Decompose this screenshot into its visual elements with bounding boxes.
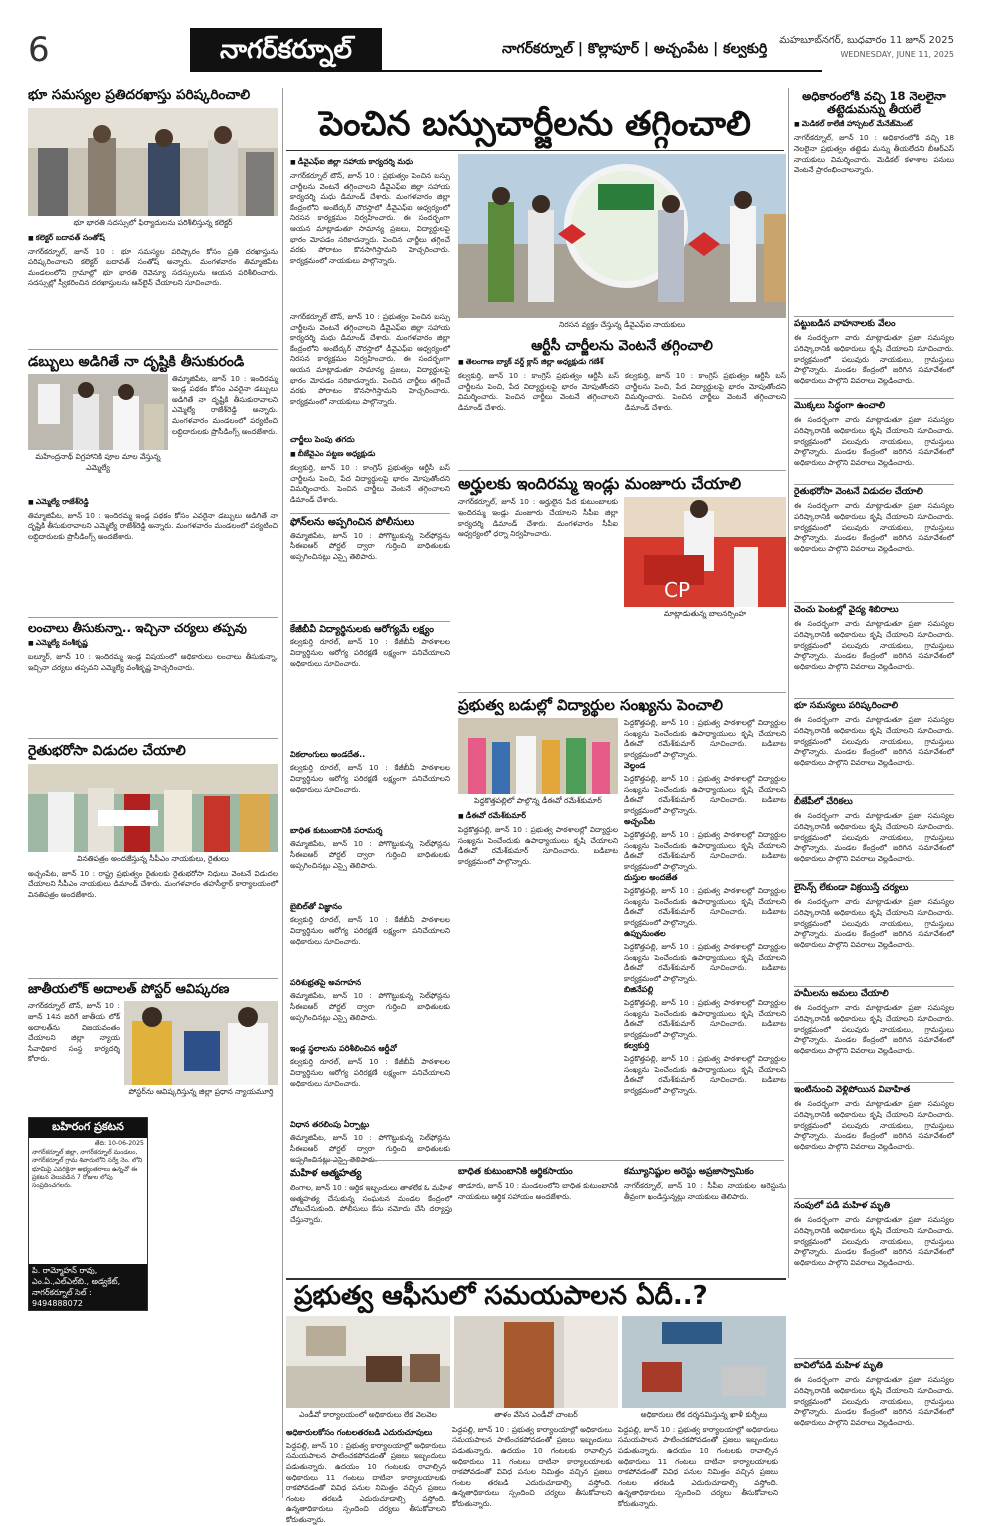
headline: హమీలను అమలు చేయాలి xyxy=(794,986,954,1001)
photo-caption: వినతిపత్రం అందజేస్తున్న సీపీఎం నాయకులు, రైతులు xyxy=(77,853,229,863)
article-body: తాడూరు, జూన్ 10 : మండలంలోని బాధిత కుటుంబానికి నాయకులు ఆర్థిక సహాయం అందజేశారు. xyxy=(458,1181,618,1201)
article-body: నాగర్‌కర్నూల్, జూన్ 10 : అర్హులైన పేద కుటుంబాలకు ఇందిరమ్మ ఇండ్లు మంజూరు చేయాలని సీపీఐ జిల్లా కార్యదర్శి డిమాండ్ చేశారు. మంగళవారం సీపీఐ ఆధ్వర్యంలో ధర్నా నిర్వహించారు. xyxy=(458,497,618,539)
byline: ■ బీజేవైఎం పట్టణ అధ్యక్షుడు xyxy=(290,449,450,460)
headline: రైతుభరోసా విడుదల చేయాలి xyxy=(28,738,278,759)
byline: ■ ఎమ్మెల్యే వంశీకృష్ణ xyxy=(28,638,278,649)
article-body: కల్వకుర్తి, జూన్ 10 : కాంగ్రెస్ ప్రభుత్వం ఆర్టీసీ బస్ చార్జీలను పెంచి, పేద విద్యార్థులపై భారం మోపుతోందని విమర్శించారు. పెంచిన చార్జీలు వెంటనే తగ్గించాలని డిమాండ్ చేశారు. xyxy=(625,371,786,412)
article-body: లింగాల, జూన్ 10 : ఆర్థిక ఇబ్బందులు తాళలేక ఓ మహిళ ఆత్మహత్య చేసుకున్న సంఘటన మండల కేంద్రంలో చోటుచేసుకుంది. పోలీసులు కేసు నమోదు చేసి దర్యాప్తు చేస్తున్నారు. xyxy=(290,1183,452,1224)
public-notice-ad xyxy=(28,1117,148,1311)
article-body: నాగర్‌కర్నూల్, జూన్ 10 : భూ సమస్యల పరిష్కారం కోసం ప్రతి దరఖాస్తును పరిష్కరించాలని కలెక్టర్ బదావత్ సంతోష్ అన్నారు. మంగళవారం తిమ్మాజిపేట మండలంలోని గ్రామాల్లో భూ భారతి రెవెన్యూ సదస్సులను ఆయన పరిశీలించారు. సదస్సుల్లో స్వీకరించిన దరఖాస్తులను ఆన్‌లైన్ చేయాలని సూచించారు. xyxy=(28,246,278,288)
article-body: ఈ సందర్భంగా వారు మాట్లాడుతూ ప్రజా సమస్యల పరిష్కారానికి అధికారులు కృషి చేయాలని సూచించారు. కార్యక్రమంలో పలువురు నాయకులు, గ్రామస్తులు పాల్గొన్నారు. మండల కేంద్రంలో జరిగిన సమావేశంలో అధికారులు పాల్గొని వివరాలు వెల్లడించారు. xyxy=(794,1099,954,1151)
photo-caption: పోస్టర్‌ను ఆవిష్కరిస్తున్న జిల్లా ప్రధాన న్యాయమూర్తి xyxy=(128,1087,274,1097)
photo xyxy=(28,764,278,852)
subhead: ఉప్పునుంతల xyxy=(624,929,666,939)
headline: భూ సమస్యలు పరిష్కరించాలి xyxy=(794,698,954,713)
article-body: పెద్దకొత్తపల్లి, జూన్ 10 : ప్రభుత్వ పాఠశాలల్లో విద్యార్థుల సంఖ్యను పెంచేందుకు ఉపాధ్యాయులు కృషి చేయాలని డీఈవో రమేశ్‌కుమార్ సూచించారు. బడిబాట కార్యక్రమంలో పాల్గొన్నారు. xyxy=(624,830,786,872)
photo xyxy=(622,1316,786,1408)
article-body: పెద్దకొత్తపల్లి, జూన్ 10 : ప్రభుత్వ పాఠశాలల్లో విద్యార్థుల సంఖ్యను పెంచేందుకు ఉపాధ్యాయులు కృషి చేయాలని డీఈవో రమేశ్‌కుమార్ సూచించారు. బడిబాట కార్యక్రమంలో పాల్గొన్నారు. xyxy=(624,718,786,760)
article-body: పెద్దపల్లి, జూన్ 10 : ప్రభుత్వ కార్యాలయాల్లో అధికారులు సమయపాలన పాటించకపోవడంతో ప్రజలు ఇబ్బందులు పడుతున్నారు. ఉదయం 10 గంటలకు రావాల్సిన అధికారులు 11 గంటలు దాటినా కార్యాలయాలకు రాకపోవడంతో వివిధ పనుల నిమిత్తం వచ్చిన ప్రజలు గంటల తరబడి ఎదురుచూడాల్సి వస్తోంది. ఉన్నతాధికారులు స్పందించి చర్యలు తీసుకోవాలని కోరుతున్నారు. xyxy=(618,1424,778,1509)
subhead: బైబిల్‌తో విజ్ఞానం xyxy=(290,902,342,912)
headline: భూ సమస్యల ప్రతిదరఖాస్తు పరిష్కరించాలి xyxy=(28,87,251,103)
article-body: పెద్దపల్లి, జూన్ 10 : ప్రభుత్వ కార్యాలయాల్లో అధికారులు సమయపాలన పాటించకపోవడంతో ప్రజలు ఇబ్బందులు పడుతున్నారు. ఉదయం 10 గంటలకు రావాల్సిన అధికారులు 11 గంటలు దాటినా కార్యాలయాలకు రాకపోవడంతో వివిధ పనుల నిమిత్తం వచ్చిన ప్రజలు గంటల తరబడి ఎదురుచూడాల్సి వస్తోంది. ఉన్నతాధికారులు స్పందించి చర్యలు తీసుకోవాలని కోరుతున్నారు. xyxy=(452,1424,612,1509)
aid-story xyxy=(458,1164,618,1274)
byline: ■ డీఈవో రమేశ్‌కుమార్ xyxy=(458,811,618,822)
headline: ప్రభుత్వ బడుల్లో విద్యార్థుల సంఖ్యను పెంచాలి xyxy=(458,692,786,714)
subhead: విధాన తరలింపు ఏర్పాట్లు xyxy=(290,1120,370,1130)
article-body: ఈ సందర్భంగా వారు మాట్లాడుతూ ప్రజా సమస్యల పరిష్కారానికి అధికారులు కృషి చేయాలని సూచించారు. కార్యక్రమంలో పలువురు నాయకులు, గ్రామస్తులు పాల్గొన్నారు. మండల కేంద్రంలో జరిగిన సమావేశంలో అధికారులు పాల్గొని వివరాలు వెల్లడించారు. xyxy=(794,415,954,467)
lead-photo-block xyxy=(458,154,786,334)
ad-body: నాగర్‌కర్నూల్ జిల్లా, నాగర్‌కర్నూల్ మండలం, నాగర్‌కర్నూల్ గ్రామ శివారులోని సర్వే నెం. లోని భూమిపై ఎవరికైనా అభ్యంతరాలు ఉన్నచో ఈ ప్రకటన వెలువడిన 7 రోజుల లోపు సంప్రదించగలరు. xyxy=(32,1148,143,1190)
headline: మహిళ ఆత్మహత్య xyxy=(290,1168,362,1179)
article-body: కల్వకుర్తి, జూన్ 10 : కాంగ్రెస్ ప్రభుత్వం ఆర్టీసీ బస్ చార్జీలను పెంచి, పేద విద్యార్థులపై భారం మోపుతోందని విమర్శించారు. పెంచిన చార్జీలు వెంటనే తగ్గించాలని డిమాండ్ చేశారు. xyxy=(458,371,619,412)
headline: చెంచు పెంటల్లో వైద్య శిబిరాలు xyxy=(794,602,954,617)
school-story xyxy=(458,692,786,1158)
article-body: కల్వకుర్తి రూరల్, జూన్ 10 : కేజీబీవీ పాఠశాలల విద్యార్థినుల ఆరోగ్య పరిరక్షణే లక్ష్యంగా పనిచేయాలని అధికారులు సూచించారు. xyxy=(290,763,450,794)
suicide-story xyxy=(290,1164,452,1274)
column-rule xyxy=(788,88,789,1278)
article-body: ఈ సందర్భంగా వారు మాట్లాడుతూ ప్రజా సమస్యల పరిష్కారానికి అధికారులు కృషి చేయాలని సూచించారు. కార్యక్రమంలో పలువురు నాయకులు, గ్రామస్తులు పాల్గొన్నారు. మండల కేంద్రంలో జరిగిన సమావేశంలో అధికారులు పాల్గొని వివరాలు వెల్లడించారు. xyxy=(794,333,954,385)
lead-photo xyxy=(458,154,786,318)
lead-headline: పెంచిన బస్సుచార్జీలను తగ్గించాలి xyxy=(319,104,751,144)
article-body: పెద్దకొత్తపల్లి, జూన్ 10 : ప్రభుత్వ పాఠశాలల్లో విద్యార్థుల సంఖ్యను పెంచేందుకు ఉపాధ్యాయులు కృషి చేయాలని డీఈవో రమేశ్‌కుమార్ సూచించారు. బడిబాట కార్యక్రమంలో పాల్గొన్నారు. xyxy=(624,942,786,984)
headline: ఇంటినుంచి వెళ్లిపోయిన వివాహిత xyxy=(794,1082,954,1097)
article-body: తిమ్మాజిపేట, జూన్ 10 : పోగొట్టుకున్న సెల్‌ఫోన్లను సీఈఐఆర్ పోర్టల్ ద్వారా గుర్తించి బాధితులకు అప్పగించినట్లు ఎస్సై తెలిపారు. xyxy=(290,991,450,1022)
byline: ■ కలెక్టర్ బదావత్ సంతోష్ xyxy=(28,233,278,244)
arrest-story xyxy=(624,1164,786,1274)
subhead: కల్వకుర్తి xyxy=(624,1041,650,1051)
banner-headline: ప్రభుత్వ ఆఫీసులో సమయపాలన ఏదీ..? xyxy=(286,1278,786,1316)
subhead: దుస్తుల అందజేత xyxy=(624,873,678,883)
photo xyxy=(286,1316,450,1408)
article-body: కల్వకుర్తి రూరల్, జూన్ 10 : కేజీబీవీ పాఠశాలల విద్యార్థినుల ఆరోగ్య పరిరక్షణే లక్ష్యంగా పనిచేయాలని అధికారులు సూచించారు. xyxy=(290,637,450,668)
subhead: చార్జీలు పెంపు తగదు xyxy=(290,435,355,444)
article-body: కల్వకుర్తి రూరల్, జూన్ 10 : కేజీబీవీ పాఠశాలల విద్యార్థినుల ఆరోగ్య పరిరక్షణే లక్ష్యంగా పనిచేయాలని అధికారులు సూచించారు. xyxy=(290,915,450,946)
article-body: నాగర్‌కర్నూల్, జూన్ 10 : అధికారంలోకి వచ్చి 18 నెలలైనా ప్రభుత్వం తట్టెడు మన్ను తీయలేదని బీఆర్ఎస్ నాయకులు విమర్శించారు. మెడికల్ కళాశాల పనులు వెంటనే ప్రారంభించాలన్నారు. xyxy=(794,133,954,175)
photo xyxy=(124,1001,278,1085)
page-number: 6 xyxy=(28,30,50,70)
subhead: బిజినేపల్లి xyxy=(624,985,654,995)
article-body: ఈ సందర్భంగా వారు మాట్లాడుతూ ప్రజా సమస్యల పరిష్కారానికి అధికారులు కృషి చేయాలని సూచించారు. కార్యక్రమంలో పలువురు నాయకులు, గ్రామస్తులు పాల్గొన్నారు. మండల కేంద్రంలో జరిగిన సమావేశంలో అధికారులు పాల్గొని వివరాలు వెల్లడించారు. xyxy=(794,1215,954,1267)
article-body: ఈ సందర్భంగా వారు మాట్లాడుతూ ప్రజా సమస్యల పరిష్కారానికి అధికారులు కృషి చేయాలని సూచించారు. కార్యక్రమంలో పలువురు నాయకులు, గ్రామస్తులు పాల్గొన్నారు. మండల కేంద్రంలో జరిగిన సమావేశంలో అధికారులు పాల్గొని వివరాలు వెల్లడించారు. xyxy=(794,619,954,671)
svg-text:CP: CP xyxy=(664,578,691,603)
byline: ■ తెలంగాణ బ్యాక్ వర్డ్ క్లాస్ జిల్లా అధ్యక్షుడు గణేశ్ xyxy=(458,357,786,368)
article-body: ఈ సందర్భంగా వారు మాట్లాడుతూ ప్రజా సమస్యల పరిష్కారానికి అధికారులు కృషి చేయాలని సూచించారు. కార్యక్రమంలో పలువురు నాయకులు, గ్రామస్తులు పాల్గొన్నారు. మండల కేంద్రంలో జరిగిన సమావేశంలో అధికారులు పాల్గొని వివరాలు వెల్లడించారు. xyxy=(794,1375,954,1427)
headline: సంపులో పడి మహిళ మృతి xyxy=(794,1198,954,1213)
article-body: తిమ్మాజిపేట, జూన్ 10 : పోగొట్టుకున్న సెల్‌ఫోన్లను సీఈఐఆర్ పోర్టల్ ద్వారా గుర్తించి బాధితులకు అప్పగించినట్లు ఎస్సై తెలిపారు. xyxy=(290,530,450,561)
headline: పట్టుబడిన వాహనాలకు వేలం xyxy=(794,316,954,331)
headline-rule xyxy=(286,150,784,151)
housing-story xyxy=(458,470,786,690)
article-body: తిమ్మాజిపేట, జూన్ 10 : పోగొట్టుకున్న సెల్‌ఫోన్లను సీఈఐఆర్ పోర్టల్ ద్వారా గుర్తించి బాధితులకు xyxy=(290,1133,450,1154)
banner-story xyxy=(286,1278,786,1525)
article-body: ఈ సందర్భంగా వారు మాట్లాడుతూ ప్రజా సమస్యల పరిష్కారానికి అధికారులు కృషి చేయాలని సూచించారు. కార్యక్రమంలో పలువురు నాయకులు, గ్రామస్తులు పాల్గొన్నారు. మండల కేంద్రంలో జరిగిన సమావేశంలో అధికారులు పాల్గొని వివరాలు వెల్లడించారు. xyxy=(794,811,954,863)
article-body: నాగర్‌కర్నూల్ టౌన్, జూన్ 10 : ప్రభుత్వం పెంచిన బస్సు చార్జీలను వెంటనే తగ్గించాలని డీవైఎఫ్ఐ జిల్లా సహాయ కార్యదర్శి మధు డిమాండ్ చేశారు. మంగళవారం జిల్లా కేంద్రంలోని అంబేద్కర్ చౌరస్తాలో డీవైఎఫ్ఐ ఆధ్వర్యంలో నిరసన కార్యక్రమం నిర్వహించారు. ఈ సందర్భంగా ఆయన మాట్లాడుతూ సామాన్య ప్రజలు, విద్యార్థులపై భారం మోపడం సరికాదన్నారు. పెంచిన చార్జీలు తగ్గించే వరకు పోరాటం కొనసాగిస్తామని హెచ్చరించారు. కార్యక్రమంలో నాయకులు పాల్గొన్నారు. xyxy=(290,171,450,265)
headline: జాతీయలోక్ అదాలత్ పోస్టర్ ఆవిష్కరణ xyxy=(28,978,278,998)
article-body: నాగర్‌కర్నూల్, జూన్ 10 : సీపీఐ నాయకుల అరెస్టును తీవ్రంగా ఖండిస్తున్నట్లు నాయకులు తెలిపారు. xyxy=(624,1181,786,1201)
photo xyxy=(454,1316,618,1408)
headline: బీజేపీలో చేరికలు xyxy=(794,794,954,809)
ad-advocate: పి. రామ్మోహన్ రావు, ఎం.ఏ.,ఎల్‌ఎల్‌బి., అడ్వకేట్, నాగర్‌కర్నూల్ సెల్ : 9494888072 xyxy=(29,1264,147,1310)
ad-title: బహిరంగ ప్రకటన xyxy=(29,1118,147,1138)
byline: ■ ఎమ్మెల్యే రాజేశ్‌రెడ్డి xyxy=(28,497,278,508)
photo xyxy=(28,108,278,216)
headline: అర్హులకు ఇందిరమ్మ ఇండ్లు మంజూరు చేయాలి xyxy=(458,470,786,493)
headline: కేజీబీవీ విద్యార్థినులకు ఆరోగ్యమే లక్ష్యం xyxy=(290,621,450,636)
article-body: కల్వకుర్తి రూరల్, జూన్ 10 : కేజీబీవీ పాఠశాలల విద్యార్థినుల ఆరోగ్య పరిరక్షణే లక్ష్యంగా పనిచేయాలని అధికారులు సూచించారు. xyxy=(290,1057,450,1088)
subhead: వెల్దండ xyxy=(624,761,646,771)
photo xyxy=(624,497,786,607)
photo-caption: అధికారులు లేక దర్శనమిస్తున్న ఖాళీ కుర్చీలు xyxy=(640,1409,768,1419)
column-rule xyxy=(282,88,283,1498)
date-telugu: మహబూబ్‌నగర్, బుధవారం 11 జూన్ 2025 xyxy=(779,35,954,46)
article-body: పెద్దపల్లి, జూన్ 10 : ప్రభుత్వ కార్యాలయాల్లో అధికారులు సమయపాలన పాటించకపోవడంతో ప్రజలు ఇబ్బందులు పడుతున్నారు. ఉదయం 10 గంటలకు రావాల్సిన అధికారులు 11 గంటలు దాటినా కార్యాలయాలకు రాకపోవడంతో వివిధ పనుల నిమిత్తం వచ్చిన ప్రజలు గంటల తరబడి ఎదురుచూడాల్సి వస్తోంది. ఉన్నతాధికారులు స్పందించి చర్యలు తీసుకోవాలని కోరుతున్నారు. xyxy=(286,1440,446,1525)
headline: బాధిత కుటుంబానికి ఆర్థికసాయం xyxy=(458,1167,573,1177)
headline: రైతుభరోసా వెంటనే విడుదల చేయాలి xyxy=(794,484,954,499)
edition-name: నాగర్‌కర్నూల్ xyxy=(190,28,382,72)
photo-caption: భూ భారతి సదస్సులో ఫిర్యాదులను పరిశీలిస్తున్న కలెక్టర్ xyxy=(73,217,233,227)
ad-date: తేది: 10-06-2025 xyxy=(94,1140,144,1148)
article-body: కల్వకుర్తి, జూన్ 10 : కాంగ్రెస్ ప్రభుత్వం ఆర్టీసీ బస్ చార్జీలను పెంచి, పేద విద్యార్థులపై భారం మోపుతోందని విమర్శించారు. పెంచిన చార్జీలు వెంటనే తగ్గించాలని డిమాండ్ చేశారు. xyxy=(290,463,450,504)
left-column xyxy=(28,88,278,1498)
article-body: ఈ సందర్భంగా వారు మాట్లాడుతూ ప్రజా సమస్యల పరిష్కారానికి అధికారులు కృషి చేయాలని సూచించారు. కార్యక్రమంలో పలువురు నాయకులు, గ్రామస్తులు పాల్గొన్నారు. మండల కేంద్రంలో జరిగిన సమావేశంలో అధికారులు పాల్గొని వివరాలు వెల్లడించారు. xyxy=(794,501,954,553)
masthead xyxy=(28,28,954,72)
subhead: అధికారులకోసం గంటలతరబడి ఎదురుచూపులు xyxy=(286,1427,433,1437)
subhead: ఇండ్ల స్థలాలను పరిశీలించిన ఆర్డీవో xyxy=(290,1044,397,1054)
article-body: తిమ్మాజిపేట, జూన్ 10 : పోగొట్టుకున్న సెల్‌ఫోన్లను సీఈఐఆర్ పోర్టల్ ద్వారా గుర్తించి బాధితులకు అప్పగించినట్లు ఎస్సై తెలిపారు. xyxy=(290,839,450,870)
photo-caption: ఎండీవో కార్యాలయంలో అధికారులు లేక వెలవెల xyxy=(299,1409,437,1419)
section-rule xyxy=(290,1160,784,1161)
rtc-story xyxy=(458,338,786,468)
article-body: తిమ్మాజిపేట, జూన్ 10 : ఇందిరమ్మ ఇండ్ల పథకం కోసం ఎవరైనా డబ్బులు అడిగితే నా దృష్టికి తీసుకురావాలని ఎమ్మెల్యే రాజేశ్‌రెడ్డి అన్నారు. మంగళవారం మండలంలో పర్యటించి లబ్ధిదారులకు ప్రొసీడింగ్స్ అందజేశారు. xyxy=(28,510,278,541)
article-body: ఈ సందర్భంగా వారు మాట్లాడుతూ ప్రజా సమస్యల పరిష్కారానికి అధికారులు కృషి చేయాలని సూచించారు. కార్యక్రమంలో పలువురు నాయకులు, గ్రామస్తులు పాల్గొన్నారు. మండల కేంద్రంలో జరిగిన సమావేశంలో అధికారులు పాల్గొని వివరాలు వెల్లడించారు. xyxy=(794,715,954,767)
article-body: పెద్దకొత్తపల్లి, జూన్ 10 : ప్రభుత్వ పాఠశాలల్లో విద్యార్థుల సంఖ్యను పెంచేందుకు ఉపాధ్యాయులు కృషి చేయాలని డీఈవో రమేశ్‌కుమార్ సూచించారు. బడిబాట కార్యక్రమంలో పాల్గొన్నారు. xyxy=(624,886,786,928)
subhead: పరిశుభ్రతపై అవగాహన xyxy=(290,978,362,988)
photo xyxy=(458,718,618,794)
headline: లంచాలు తీసుకున్నా.. ఇచ్చినా చర్యలు తప్పవు xyxy=(28,617,278,636)
article-body: పెద్దకొత్తపల్లి, జూన్ 10 : ప్రభుత్వ పాఠశాలల్లో విద్యార్థుల సంఖ్యను పెంచేందుకు ఉపాధ్యాయులు కృషి చేయాలని డీఈవో రమేశ్‌కుమార్ సూచించారు. బడిబాట కార్యక్రమంలో పాల్గొన్నారు. xyxy=(624,998,786,1040)
headline: లైసెన్స్ లేకుండా విక్రయిస్తే చర్యలు xyxy=(794,880,954,895)
dateline xyxy=(764,28,954,72)
article-body: ఈ సందర్భంగా వారు మాట్లాడుతూ ప్రజా సమస్యల పరిష్కారానికి అధికారులు కృషి చేయాలని సూచించారు. కార్యక్రమంలో పలువురు నాయకులు, గ్రామస్తులు పాల్గొన్నారు. మండల కేంద్రంలో జరిగిన సమావేశంలో అధికారులు పాల్గొని వివరాలు వెల్లడించారు. xyxy=(794,1003,954,1055)
article-body: పెద్దకొత్తపల్లి, జూన్ 10 : ప్రభుత్వ పాఠశాలల్లో విద్యార్థుల సంఖ్యను పెంచేందుకు ఉపాధ్యాయులు కృషి చేయాలని డీఈవో రమేశ్‌కుమార్ సూచించారు. బడిబాట కార్యక్రమంలో పాల్గొన్నారు. xyxy=(458,825,618,867)
article-body: నాగర్‌కర్నూల్ టౌన్, జూన్ 10 : ప్రభుత్వం పెంచిన బస్సు చార్జీలను వెంటనే తగ్గించాలని డీవైఎఫ్ఐ జిల్లా సహాయ కార్యదర్శి మధు డిమాండ్ చేశారు. మంగళవారం జిల్లా కేంద్రంలోని అంబేద్కర్ చౌరస్తాలో డీవైఎఫ్ఐ ఆధ్వర్యంలో నిరసన కార్యక్రమం నిర్వహించారు. ఈ సందర్భంగా ఆయన మాట్లాడుతూ సామాన్య ప్రజలు, విద్యార్థులపై భారం మోపడం సరికాదన్నారు. పెంచిన చార్జీలు తగ్గించే వరకు పోరాటం కొనసాగిస్తామని హెచ్చరించారు. కార్యక్రమంలో నాయకులు పాల్గొన్నారు. xyxy=(290,312,450,406)
byline: ■ మెడికల్ కాలేజీ హాస్పటల్ మేనేజ్‌మెంట్‌ xyxy=(794,119,954,130)
headline: బావిలోపడి మహిళ మృతి xyxy=(794,1358,954,1373)
photo-caption: పెద్దకొత్తపల్లిలో పాల్గొన్న డీఈవో రమేశ్‌కుమార్ xyxy=(474,796,602,806)
article-body: బల్మూర్, జూన్ 10 : ఇందిరమ్మ ఇండ్ల విషయంలో అధికారులు లంచాలు తీసుకున్నా, ఇచ్చినా చర్యలు తప్పవని ఎమ్మెల్యే వంశీకృష్ణ హెచ్చరించారు. xyxy=(28,652,278,672)
middle-left-stories xyxy=(290,312,450,1178)
photo-caption: తాళం వేసిన ఎండీవో చాంబర్ xyxy=(494,1409,578,1419)
article-body: ఈ సందర్భంగా వారు మాట్లాడుతూ ప్రజా సమస్యల పరిష్కారానికి అధికారులు కృషి చేయాలని సూచించారు. కార్యక్రమంలో పలువురు నాయకులు, గ్రామస్తులు పాల్గొన్నారు. మండల కేంద్రంలో జరిగిన సమావేశంలో అధికారులు పాల్గొని వివరాలు వెల్లడించారు. xyxy=(794,897,954,949)
photo xyxy=(28,374,168,450)
headline: మొక్కలు సిద్ధంగా ఉంచాలి xyxy=(794,398,954,413)
article-body: పెద్దకొత్తపల్లి, జూన్ 10 : ప్రభుత్వ పాఠశాలల్లో విద్యార్థుల సంఖ్యను పెంచేందుకు ఉపాధ్యాయులు కృషి చేయాలని డీఈవో రమేశ్‌కుమార్ సూచించారు. బడిబాట కార్యక్రమంలో పాల్గొన్నారు. xyxy=(624,1054,786,1096)
headline: ఆర్టీసీ చార్జీలను వెంటనే తగ్గించాలి xyxy=(531,338,713,354)
date-english: WEDNESDAY, JUNE 11, 2025 xyxy=(840,50,954,59)
photo-caption: మహేంద్రనాథ్ విగ్రహానికి పూల మాల వేస్తున్న ఎమ్మెల్యే xyxy=(35,451,161,472)
article-body: తిమ్మాజిపేట, జూన్ 10 : ఇందిరమ్మ ఇండ్ల పథకం కోసం ఎవరైనా డబ్బులు అడిగితే నా దృష్టికి తీసుకురావాలని ఎమ్మెల్యే రాజేశ్‌రెడ్డి అన్నారు. మంగళవారం మండలంలో పర్యటించి లబ్ధిదారులకు ప్రొసీడింగ్స్ అందజేశారు. xyxy=(172,373,278,436)
byline: ■ డీవైఎఫ్ఐ జిల్లా సహాయ కార్యదర్శి మధు xyxy=(290,157,450,168)
headline: అధికారంలోకి వచ్చి 18 నెలలైనా తట్టెడుమన్ను తీయలే xyxy=(802,89,946,117)
article-body: అచ్చంపేట, జూన్ 10 : రాష్ట్ర ప్రభుత్వం రైతులకు రైతుభరోసా నిధులు వెంటనే విడుదల చేయాలని సీపీఎం నాయకులు డిమాండ్ చేశారు. మంగళవారం తహసీల్దార్ కార్యాలయంలో వినతిపత్రం అందజేశారు. xyxy=(28,868,278,899)
lead-headline-block xyxy=(286,96,784,156)
headline: ఫోన్‌లను అప్పగించిన పోలీసులు xyxy=(290,513,450,529)
photo-caption: నిరసన వ్యక్తం చేస్తున్న డీవైఎఫ్ఐ నాయకులు xyxy=(558,320,686,329)
headline: డబ్బులు అడిగితే నా దృష్టికి తీసుకురండి xyxy=(28,349,278,370)
edition-areas: నాగర్‌కర్నూల్ | కొల్లాపూర్ | అచ్చంపేట | కల్వకుర్తి xyxy=(382,28,822,72)
article-body: నాగర్‌కర్నూల్ టౌన్, జూన్ 10 : జూన్ 14న జరిగే జాతీయ లోక్ అదాలత్‌ను విజయవంతం చేయాలని జిల్లా న్యాయ సేవాధికార సంస్థ కార్యదర్శి కోరారు. xyxy=(28,1001,120,1064)
headline: కమ్యూనిష్టుల అరెస్టు అప్రజాస్వామికం xyxy=(624,1167,754,1177)
subhead: అచ్చంపేట xyxy=(624,817,656,827)
lead-text-column xyxy=(290,154,450,309)
right-column xyxy=(794,90,954,1498)
article-body: పెద్దకొత్తపల్లి, జూన్ 10 : ప్రభుత్వ పాఠశాలల్లో విద్యార్థుల సంఖ్యను పెంచేందుకు ఉపాధ్యాయులు కృషి చేయాలని డీఈవో రమేశ్‌కుమార్ సూచించారు. బడిబాట కార్యక్రమంలో పాల్గొన్నారు. xyxy=(624,774,786,816)
subhead: వికలాంగులు అండదేత.. xyxy=(290,750,366,760)
subhead: బాధిత కుటుంబానికి పరామర్శ xyxy=(290,826,383,836)
photo-caption: మాట్లాడుతున్న బాలనర్సింహ xyxy=(663,609,747,619)
